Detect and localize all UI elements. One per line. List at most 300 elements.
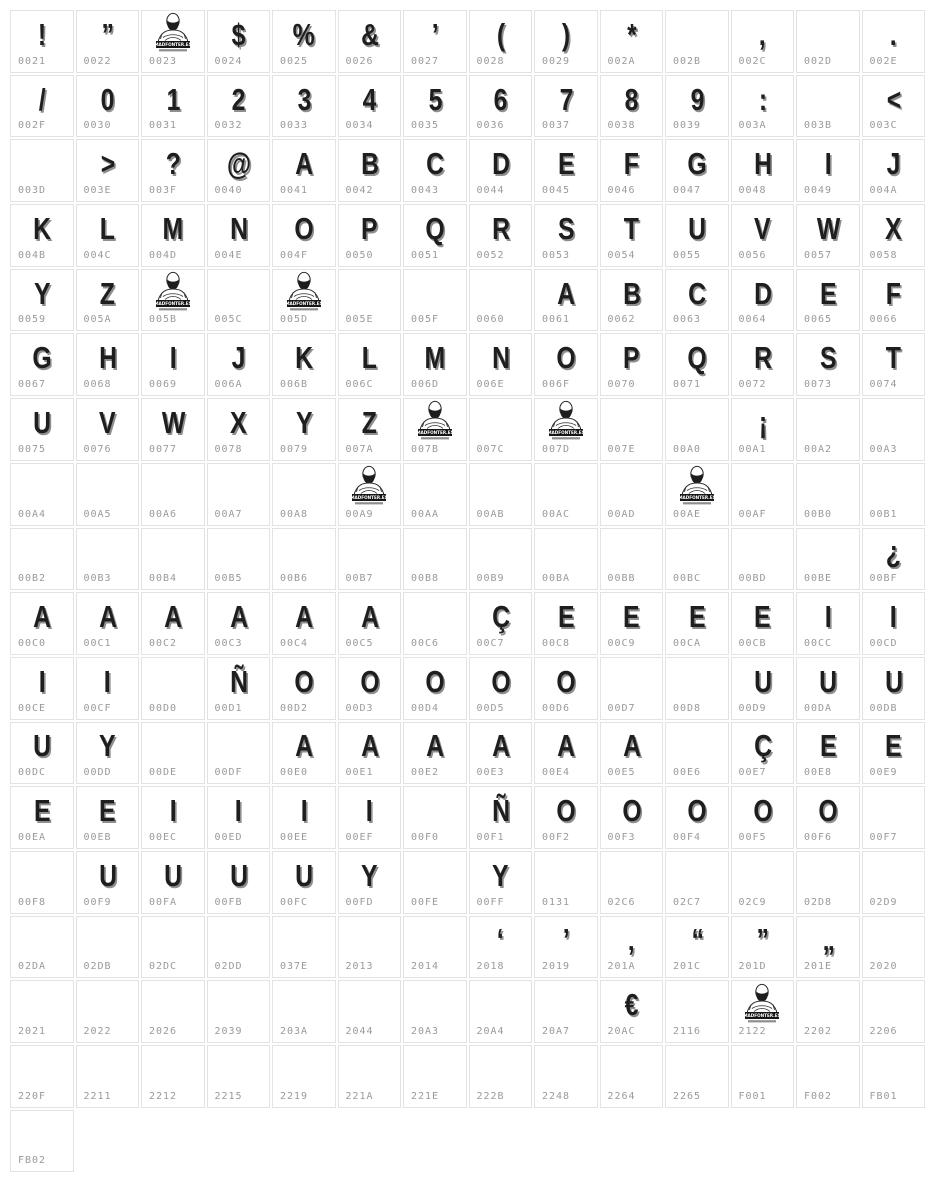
glyph-cell-02C7 <box>665 851 729 914</box>
glyph: O <box>622 793 641 829</box>
codepoint-label: 0028 <box>476 55 505 67</box>
glyph-cell-0131 <box>534 851 598 914</box>
codepoint-label: 006F <box>542 379 571 391</box>
codepoint-label: F002 <box>804 1090 833 1102</box>
glyph-cell-00CE <box>10 657 74 720</box>
glyph: J <box>231 340 245 376</box>
glyph-cell-00BB <box>600 528 664 591</box>
glyph: U <box>753 663 771 699</box>
codepoint-label: 00F5 <box>738 831 767 843</box>
glyph: ¿ <box>886 534 901 570</box>
glyph-cell-2022 <box>76 980 140 1043</box>
codepoint-label: 00CE <box>18 702 47 714</box>
codepoint-label: 00AD <box>607 508 636 520</box>
glyph-cell-0076 <box>76 398 140 461</box>
glyph: 0 <box>100 81 114 117</box>
glyph-cell-0070 <box>600 333 664 396</box>
glyph-cell-0053 <box>534 204 598 267</box>
codepoint-label: 00BF <box>869 573 898 585</box>
glyph: “ <box>690 922 703 958</box>
glyph-cell-0032 <box>207 75 271 138</box>
codepoint-label: 00C6 <box>411 637 440 649</box>
codepoint-label: 037E <box>280 961 309 973</box>
glyph-cell-00B5 <box>207 528 271 591</box>
glyph-cell-006F <box>534 333 598 396</box>
glyph: 4 <box>362 81 376 117</box>
codepoint-label: 00E3 <box>476 767 505 779</box>
codepoint-label: 00A0 <box>673 443 702 455</box>
glyph-cell-00EB <box>76 786 140 849</box>
codepoint-label: 00EA <box>18 831 47 843</box>
glyph-cell-00EC <box>141 786 205 849</box>
codepoint-label: 005B <box>149 314 178 326</box>
glyph-cell-0061 <box>534 269 598 332</box>
glyph-cell-006E <box>469 333 533 396</box>
glyph-cell-0039 <box>665 75 729 138</box>
codepoint-label: 00B0 <box>804 508 833 520</box>
glyph-cell-2215 <box>207 1045 271 1108</box>
glyph-cell-002E <box>862 10 926 73</box>
codepoint-label: 00C7 <box>476 637 505 649</box>
codepoint-label: 2018 <box>476 961 505 973</box>
codepoint-label: 0131 <box>542 896 571 908</box>
glyph: M <box>424 340 445 376</box>
glyph: * <box>626 16 636 52</box>
glyph-cell-2020 <box>862 916 926 979</box>
glyph: @ <box>226 146 250 182</box>
codepoint-label: 00B3 <box>83 573 112 585</box>
codepoint-label: 00FD <box>345 896 374 908</box>
glyph: I <box>169 793 176 829</box>
glyph: O <box>556 793 575 829</box>
glyph-cell-0058 <box>862 204 926 267</box>
glyph: ’ <box>431 16 438 52</box>
glyph: E <box>885 728 902 764</box>
codepoint-label: 0031 <box>149 120 178 132</box>
codepoint-label: 003C <box>869 120 898 132</box>
glyph-cell-002D <box>796 10 860 73</box>
author-watermark-logo <box>155 271 191 317</box>
codepoint-label: 0050 <box>345 249 374 261</box>
codepoint-label: 00BD <box>738 573 767 585</box>
glyph: W <box>161 404 185 440</box>
glyph-cell-0064 <box>731 269 795 332</box>
codepoint-label: 00D7 <box>607 702 636 714</box>
glyph-cell-00B8 <box>403 528 467 591</box>
codepoint-label: 00DA <box>804 702 833 714</box>
glyph-cell-005D <box>272 269 336 332</box>
codepoint-label: 220F <box>18 1090 47 1102</box>
codepoint-label: 2020 <box>869 961 898 973</box>
codepoint-label: 2265 <box>673 1090 702 1102</box>
glyph-cell-0049 <box>796 139 860 202</box>
svg-text:MADFONTER.ES: MADFONTER.ES <box>744 1012 781 1018</box>
codepoint-label: 0041 <box>280 185 309 197</box>
codepoint-label: 00F3 <box>607 831 636 843</box>
codepoint-label: 002E <box>869 55 898 67</box>
glyph-cell-2116 <box>665 980 729 1043</box>
codepoint-label: 0056 <box>738 249 767 261</box>
codepoint-label: 0030 <box>83 120 112 132</box>
codepoint-label: FB02 <box>18 1155 47 1167</box>
glyph: I <box>169 340 176 376</box>
codepoint-label: 00E8 <box>804 767 833 779</box>
codepoint-label: 02DD <box>214 961 243 973</box>
codepoint-label: 00C4 <box>280 637 309 649</box>
glyph-cell-0038 <box>600 75 664 138</box>
codepoint-label: 006A <box>214 379 243 391</box>
glyph-cell-00D5 <box>469 657 533 720</box>
codepoint-label: 00EE <box>280 831 309 843</box>
glyph-cell-004A <box>862 139 926 202</box>
codepoint-label: 0034 <box>345 120 374 132</box>
codepoint-label: 00B7 <box>345 573 374 585</box>
codepoint-label: 00D8 <box>673 702 702 714</box>
codepoint-label: 006D <box>411 379 440 391</box>
glyph: $ <box>231 16 245 52</box>
codepoint-label: 0036 <box>476 120 505 132</box>
codepoint-label: 00E4 <box>542 767 571 779</box>
svg-text:MADFONTER.ES: MADFONTER.ES <box>154 42 191 48</box>
glyph-cell-0043 <box>403 139 467 202</box>
codepoint-label: 004E <box>214 249 243 261</box>
codepoint-label: 2026 <box>149 1026 178 1037</box>
glyph-cell-0059 <box>10 269 74 332</box>
glyph-cell-00A1 <box>731 398 795 461</box>
glyph: P <box>623 340 640 376</box>
codepoint-label: 00F4 <box>673 831 702 843</box>
glyph-cell-00E9 <box>862 722 926 785</box>
glyph-cell-00A7 <box>207 463 271 526</box>
codepoint-label: 20AC <box>607 1026 636 1037</box>
glyph-cell-00D0 <box>141 657 205 720</box>
glyph-cell-2206 <box>862 980 926 1043</box>
glyph-cell-20AC <box>600 980 664 1043</box>
glyph-cell-00FA <box>141 851 205 914</box>
glyph-cell-00EE <box>272 786 336 849</box>
codepoint-label: 0039 <box>673 120 702 132</box>
glyph-cell-0068 <box>76 333 140 396</box>
glyph: S <box>819 340 836 376</box>
codepoint-label: 006C <box>345 379 374 391</box>
codepoint-label: 0060 <box>476 314 505 326</box>
glyph: Z <box>100 275 115 311</box>
glyph: U <box>295 857 313 893</box>
glyph-cell-F002 <box>796 1045 860 1108</box>
glyph-cell-0057 <box>796 204 860 267</box>
glyph: : <box>758 81 766 117</box>
codepoint-label: 00C5 <box>345 637 374 649</box>
codepoint-label: 004A <box>869 185 898 197</box>
glyph: D <box>491 146 509 182</box>
glyph: U <box>229 857 247 893</box>
codepoint-label: 0071 <box>673 379 702 391</box>
codepoint-label: 00BA <box>542 573 571 585</box>
codepoint-label: FB01 <box>869 1090 898 1102</box>
glyph-cell-00ED <box>207 786 271 849</box>
codepoint-label: 004F <box>280 249 309 261</box>
codepoint-label: 00DF <box>214 767 243 779</box>
codepoint-label: 00FE <box>411 896 440 908</box>
glyph: Y <box>33 275 50 311</box>
codepoint-label: 00D3 <box>345 702 374 714</box>
glyph-cell-0055 <box>665 204 729 267</box>
glyph-cell-0075 <box>10 398 74 461</box>
glyph-cell-00DF <box>207 722 271 785</box>
codepoint-label: 00B9 <box>476 573 505 585</box>
glyph-cell-201D <box>731 916 795 979</box>
glyph: ! <box>38 16 46 52</box>
glyph-cell-00A3 <box>862 398 926 461</box>
glyph-cell-0035 <box>403 75 467 138</box>
author-watermark-logo <box>351 465 387 511</box>
codepoint-label: 005A <box>83 314 112 326</box>
glyph-cell-004F <box>272 204 336 267</box>
glyph: I <box>38 663 45 699</box>
glyph-cell-00AF <box>731 463 795 526</box>
codepoint-label: 00C1 <box>83 637 112 649</box>
glyph: H <box>98 340 116 376</box>
codepoint-label: 00DB <box>869 702 898 714</box>
glyph-cell-00BD <box>731 528 795 591</box>
svg-text:MADFONTER.ES: MADFONTER.ES <box>547 430 584 436</box>
glyph-cell-FB02 <box>10 1110 74 1173</box>
codepoint-label: 2206 <box>869 1026 898 1037</box>
glyph-cell-00E6 <box>665 722 729 785</box>
glyph-cell-0074 <box>862 333 926 396</box>
glyph-cell-00F2 <box>534 786 598 849</box>
glyph: & <box>360 16 378 52</box>
codepoint-label: 20A4 <box>476 1026 505 1037</box>
glyph: A <box>491 728 509 764</box>
glyph-cell-006D <box>403 333 467 396</box>
glyph: A <box>295 599 313 635</box>
glyph-cell-004C <box>76 204 140 267</box>
codepoint-label: 0054 <box>607 249 636 261</box>
codepoint-label: 00C9 <box>607 637 636 649</box>
codepoint-label: 0053 <box>542 249 571 261</box>
glyph: J <box>886 146 900 182</box>
codepoint-label: 0069 <box>149 379 178 391</box>
codepoint-label: 2019 <box>542 961 571 973</box>
codepoint-label: 007B <box>411 443 440 455</box>
author-watermark-logo <box>548 400 584 446</box>
codepoint-label: 2122 <box>738 1026 767 1037</box>
glyph: E <box>819 728 836 764</box>
glyph-cell-02DC <box>141 916 205 979</box>
codepoint-label: 203A <box>280 1026 309 1037</box>
glyph: G <box>687 146 706 182</box>
glyph-cell-006A <box>207 333 271 396</box>
glyph-cell-002A <box>600 10 664 73</box>
codepoint-label: 00EC <box>149 831 178 843</box>
svg-text:MADFONTER.ES: MADFONTER.ES <box>416 430 453 436</box>
codepoint-label: 007A <box>345 443 374 455</box>
glyph-cell-00C2 <box>141 592 205 655</box>
glyph: A <box>557 728 575 764</box>
codepoint-label: 003F <box>149 185 178 197</box>
codepoint-label: 00D2 <box>280 702 309 714</box>
glyph-cell-00F1 <box>469 786 533 849</box>
glyph: A <box>98 599 116 635</box>
glyph: Y <box>99 728 116 764</box>
codepoint-label: 00CB <box>738 637 767 649</box>
codepoint-label: 2021 <box>18 1026 47 1037</box>
glyph: Ñ <box>491 793 509 829</box>
codepoint-label: 0067 <box>18 379 47 391</box>
codepoint-label: 0038 <box>607 120 636 132</box>
codepoint-label: 20A3 <box>411 1026 440 1037</box>
glyph: 2 <box>231 81 245 117</box>
glyph: E <box>819 275 836 311</box>
codepoint-label: 0051 <box>411 249 440 261</box>
glyph-cell-00C0 <box>10 592 74 655</box>
codepoint-label: 00D6 <box>542 702 571 714</box>
glyph-cell-00C1 <box>76 592 140 655</box>
glyph-cell-20A4 <box>469 980 533 1043</box>
svg-text:MADFONTER.ES: MADFONTER.ES <box>285 301 322 307</box>
glyph-cell-201A <box>600 916 664 979</box>
glyph: O <box>425 663 444 699</box>
glyph-cell-0073 <box>796 333 860 396</box>
glyph-cell-0021 <box>10 10 74 73</box>
glyph-cell-006C <box>338 333 402 396</box>
glyph: N <box>229 210 247 246</box>
codepoint-label: 00D4 <box>411 702 440 714</box>
svg-text:MADFONTER.ES: MADFONTER.ES <box>678 495 715 501</box>
glyph-cell-0033 <box>272 75 336 138</box>
glyph: S <box>557 210 574 246</box>
author-watermark-logo <box>155 12 191 58</box>
glyph-cell-002C <box>731 10 795 73</box>
glyph-cell-0077 <box>141 398 205 461</box>
glyph-cell-2265 <box>665 1045 729 1108</box>
glyph-cell-0046 <box>600 139 664 202</box>
glyph-cell-00E3 <box>469 722 533 785</box>
glyph: A <box>426 728 444 764</box>
glyph-cell-00CC <box>796 592 860 655</box>
glyph-cell-005B <box>141 269 205 332</box>
codepoint-label: 0066 <box>869 314 898 326</box>
codepoint-label: 00A2 <box>804 443 833 455</box>
codepoint-label: 2264 <box>607 1090 636 1102</box>
glyph: Ç <box>491 599 509 635</box>
codepoint-label: 00B2 <box>18 573 47 585</box>
glyph-cell-0026 <box>338 10 402 73</box>
codepoint-label: 00B8 <box>411 573 440 585</box>
codepoint-label: 00AA <box>411 508 440 520</box>
glyph-cell-00F9 <box>76 851 140 914</box>
codepoint-label: 221A <box>345 1090 374 1102</box>
codepoint-label: 00FC <box>280 896 309 908</box>
codepoint-label: 02DA <box>18 961 47 973</box>
glyph-cell-037E <box>272 916 336 979</box>
glyph-cell-203A <box>272 980 336 1043</box>
codepoint-label: 0072 <box>738 379 767 391</box>
glyph: 1 <box>166 81 180 117</box>
glyph-cell-00F3 <box>600 786 664 849</box>
glyph-cell-007D <box>534 398 598 461</box>
glyph-cell-201E <box>796 916 860 979</box>
codepoint-label: 00F7 <box>869 831 898 843</box>
glyph-cell-02D9 <box>862 851 926 914</box>
codepoint-label: 00FF <box>476 896 505 908</box>
glyph: U <box>33 404 51 440</box>
codepoint-label: 005D <box>280 314 309 326</box>
codepoint-label: 201C <box>673 961 702 973</box>
glyph-cell-00B1 <box>862 463 926 526</box>
glyph-cell-2014 <box>403 916 467 979</box>
glyph-cell-FB01 <box>862 1045 926 1108</box>
glyph-cell-003C <box>862 75 926 138</box>
glyph: I <box>366 793 373 829</box>
glyph: Y <box>295 404 312 440</box>
glyph-cell-00E1 <box>338 722 402 785</box>
glyph-cell-2013 <box>338 916 402 979</box>
codepoint-label: 02DC <box>149 961 178 973</box>
codepoint-label: 004B <box>18 249 47 261</box>
glyph-cell-00F0 <box>403 786 467 849</box>
glyph-cell-0050 <box>338 204 402 267</box>
glyph-cell-007B <box>403 398 467 461</box>
glyph-cell-004D <box>141 204 205 267</box>
glyph-cell-00A8 <box>272 463 336 526</box>
codepoint-label: 00E7 <box>738 767 767 779</box>
glyph-cell-00FC <box>272 851 336 914</box>
glyph-cell-00CF <box>76 657 140 720</box>
glyph: > <box>100 146 115 182</box>
codepoint-label: 00F6 <box>804 831 833 843</box>
codepoint-label: 0037 <box>542 120 571 132</box>
codepoint-label: 006E <box>476 379 505 391</box>
glyph-cell-00FE <box>403 851 467 914</box>
glyph: ¡ <box>758 404 766 440</box>
codepoint-label: 007D <box>542 443 571 455</box>
glyph-cell-00FB <box>207 851 271 914</box>
glyph-cell-2018 <box>469 916 533 979</box>
codepoint-label: 02C7 <box>673 896 702 908</box>
codepoint-label: 0059 <box>18 314 47 326</box>
codepoint-label: 003E <box>83 185 112 197</box>
glyph: , <box>759 16 766 52</box>
codepoint-label: 00A1 <box>738 443 767 455</box>
glyph: L <box>362 340 377 376</box>
glyph: O <box>294 210 313 246</box>
glyph-cell-0052 <box>469 204 533 267</box>
codepoint-label: 00BC <box>673 573 702 585</box>
glyph-cell-00C6 <box>403 592 467 655</box>
glyph: H <box>753 146 771 182</box>
glyph-cell-2039 <box>207 980 271 1043</box>
codepoint-label: 0070 <box>607 379 636 391</box>
glyph-cell-007E <box>600 398 664 461</box>
glyph-cell-00D8 <box>665 657 729 720</box>
glyph-cell-0066 <box>862 269 926 332</box>
glyph-cell-0072 <box>731 333 795 396</box>
glyph-cell-00B2 <box>10 528 74 591</box>
glyph-cell-0034 <box>338 75 402 138</box>
glyph: V <box>99 404 116 440</box>
glyph-cell-005E <box>338 269 402 332</box>
glyph-cell-02C6 <box>600 851 664 914</box>
codepoint-label: 00E5 <box>607 767 636 779</box>
glyph-cell-0027 <box>403 10 467 73</box>
codepoint-label: 003A <box>738 120 767 132</box>
codepoint-label: 0074 <box>869 379 898 391</box>
glyph-cell-00EA <box>10 786 74 849</box>
codepoint-label: 0049 <box>804 185 833 197</box>
codepoint-label: 00A4 <box>18 508 47 520</box>
